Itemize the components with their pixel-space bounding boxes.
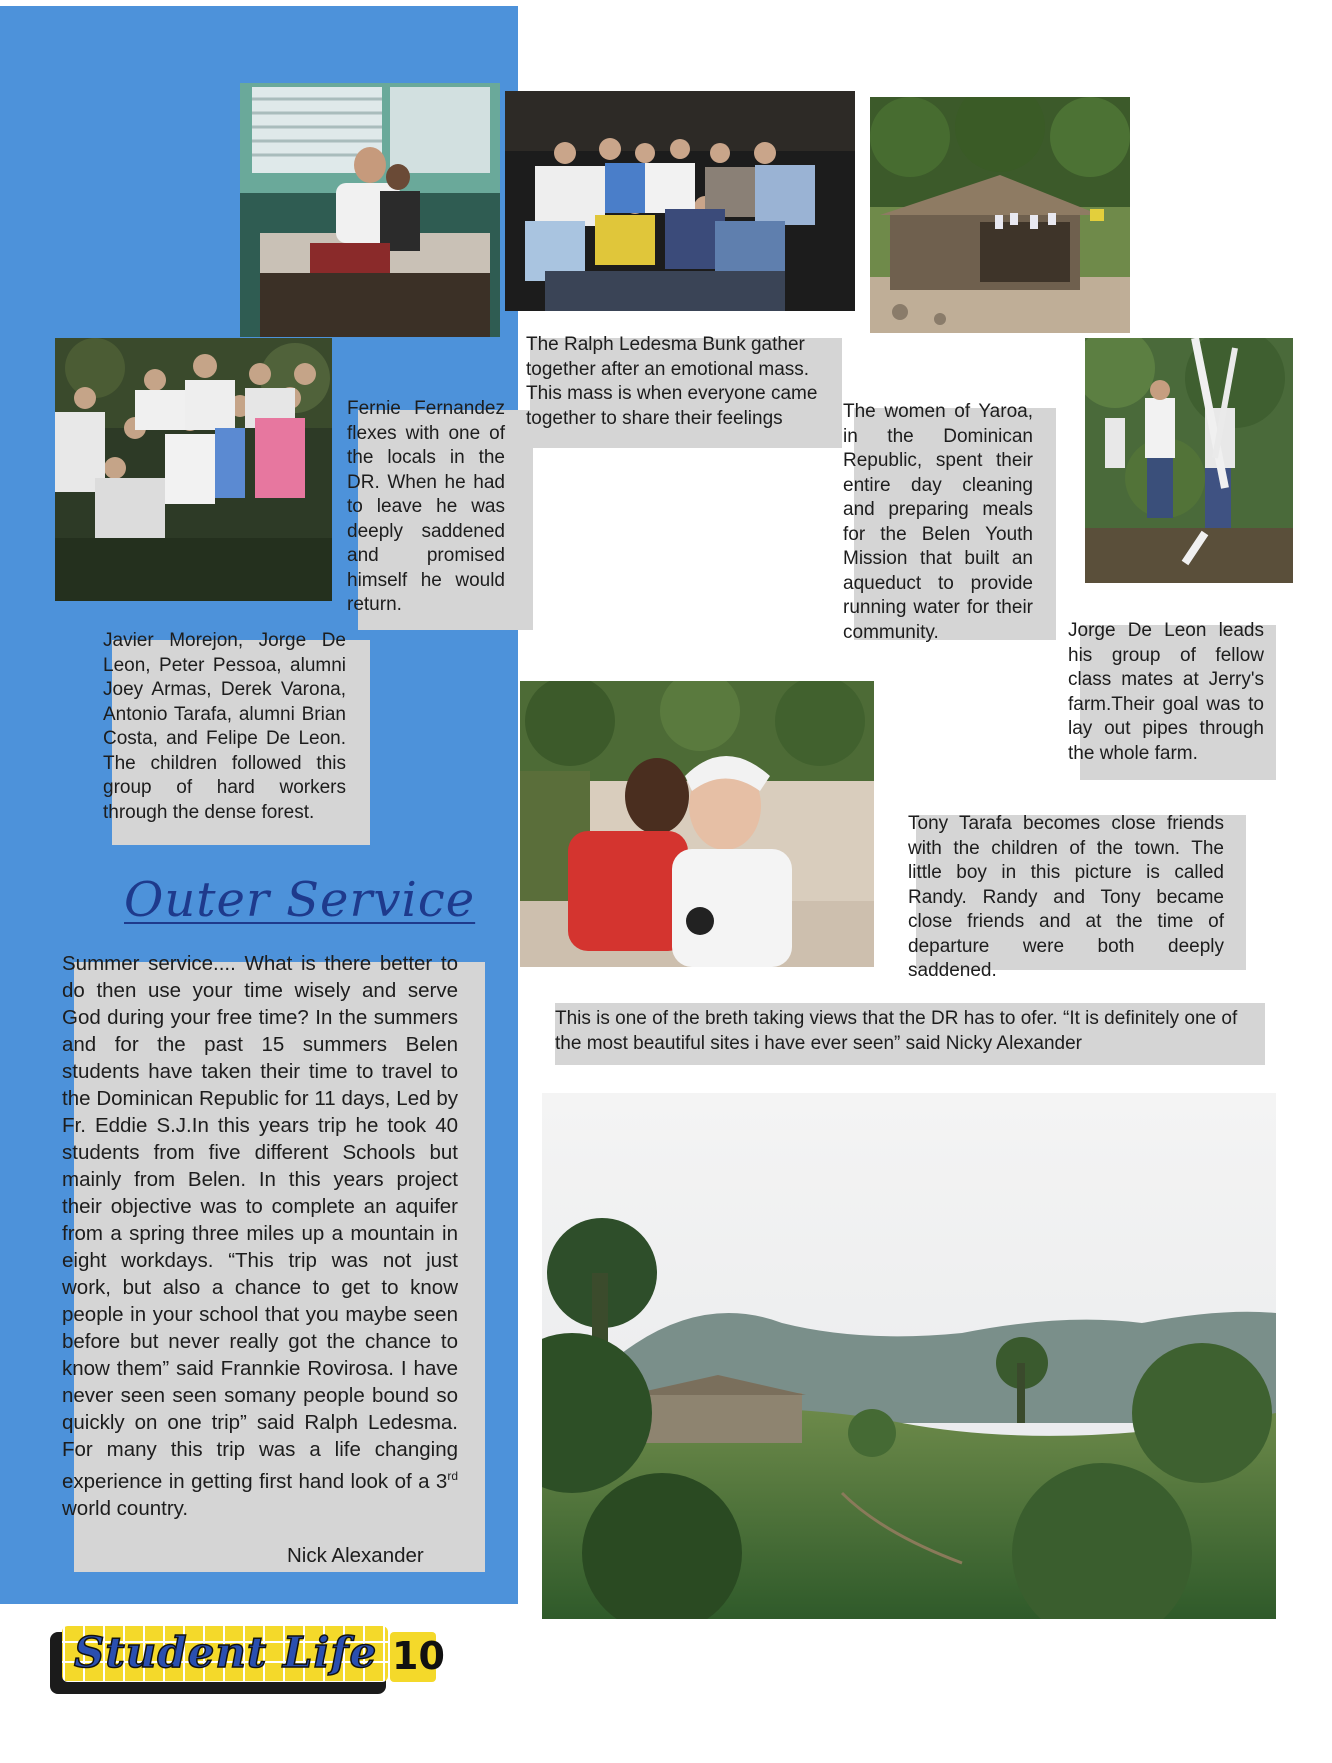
- article-body-text: Summer service.... What is there better to do then use your time wisely and serve God during your free time? In the summers and for the past 15 summers Belen students have taken their time to travel to the Dominican Republic for 11 days, Led by Fr. Eddie S.J.In this years trip he took 40 students from five different Schools but mainly from Belen. In this years project their objective was to complete an aquifer from a spring three miles up a mountain in eight workdays. “This trip was not just work, but also a chance to get to know people in your school that you maybe seen before but never really got the chance to know them” said Frannkie Rovirosa. I have never seen seen somany people bound so quickly on one trip” said Ralph Ledesma. For many this trip was a life changing experience in getting first hand look of a 3: [62, 952, 458, 1493]
- caption-javier: Javier Morejon, Jorge De Leon, Peter Pessoa, alumni Joey Armas, Derek Varona, Antonio Tarafa, alumni Brian Costa, and Felipe De Leon. The children followed this group of hard workers through the dense forest.: [103, 630, 346, 823]
- photo-fernie-flexing: [240, 83, 500, 337]
- caption-jorge: Jorge De Leon leads his group of fellow class mates at Jerry's farm.Their goal was to lay out pipes through the whole farm.: [1068, 620, 1264, 764]
- article-superscript: rd: [447, 1469, 458, 1483]
- article-title: Outer Service: [124, 872, 476, 928]
- photo-forest-group: [55, 338, 332, 601]
- caption-ralph: The Ralph Ledesma Bunk gather together after an emotional mass. This mass is when everyone came together to share their feelings: [526, 334, 818, 429]
- caption-fernie: Fernie Fernandez flexes with one of the locals in the DR. When he had to leave he was deeply saddened and promised himself he would return.: [347, 398, 505, 615]
- photo-ralph-ledesma-bunk: [505, 91, 855, 311]
- article-byline: Nick Alexander: [287, 1544, 424, 1567]
- footer-page-number: 10: [392, 1634, 445, 1678]
- photo-mountain-view: [542, 1093, 1276, 1619]
- photo-jerrys-farm-pipes: [1085, 338, 1293, 583]
- photo-tony-and-randy: [520, 681, 874, 967]
- article-body: [62, 950, 458, 1522]
- photo-yaroa-hut: [870, 97, 1130, 333]
- footer-section-badge: [44, 1622, 444, 1702]
- article-body-tail: world country.: [62, 1496, 189, 1520]
- caption-views: This is one of the breth taking views that the DR has to ofer. “It is definitely one of the most beautiful sites i have ever seen” said Nicky Alexander: [555, 1008, 1238, 1054]
- caption-tony: Tony Tarafa becomes close friends with the children of the town. The little boy in this picture is called Randy. Randy and Tony became close friends and at the time of departure were both deeply saddened.: [908, 813, 1224, 981]
- footer-section-label: Student Life: [74, 1628, 378, 1677]
- caption-women: The women of Yaroa, in the Dominican Republic, spent their entire day cleaning and preparing meals for the Belen Youth Mission that built an aqueduct to provide running water for their community.: [843, 401, 1033, 643]
